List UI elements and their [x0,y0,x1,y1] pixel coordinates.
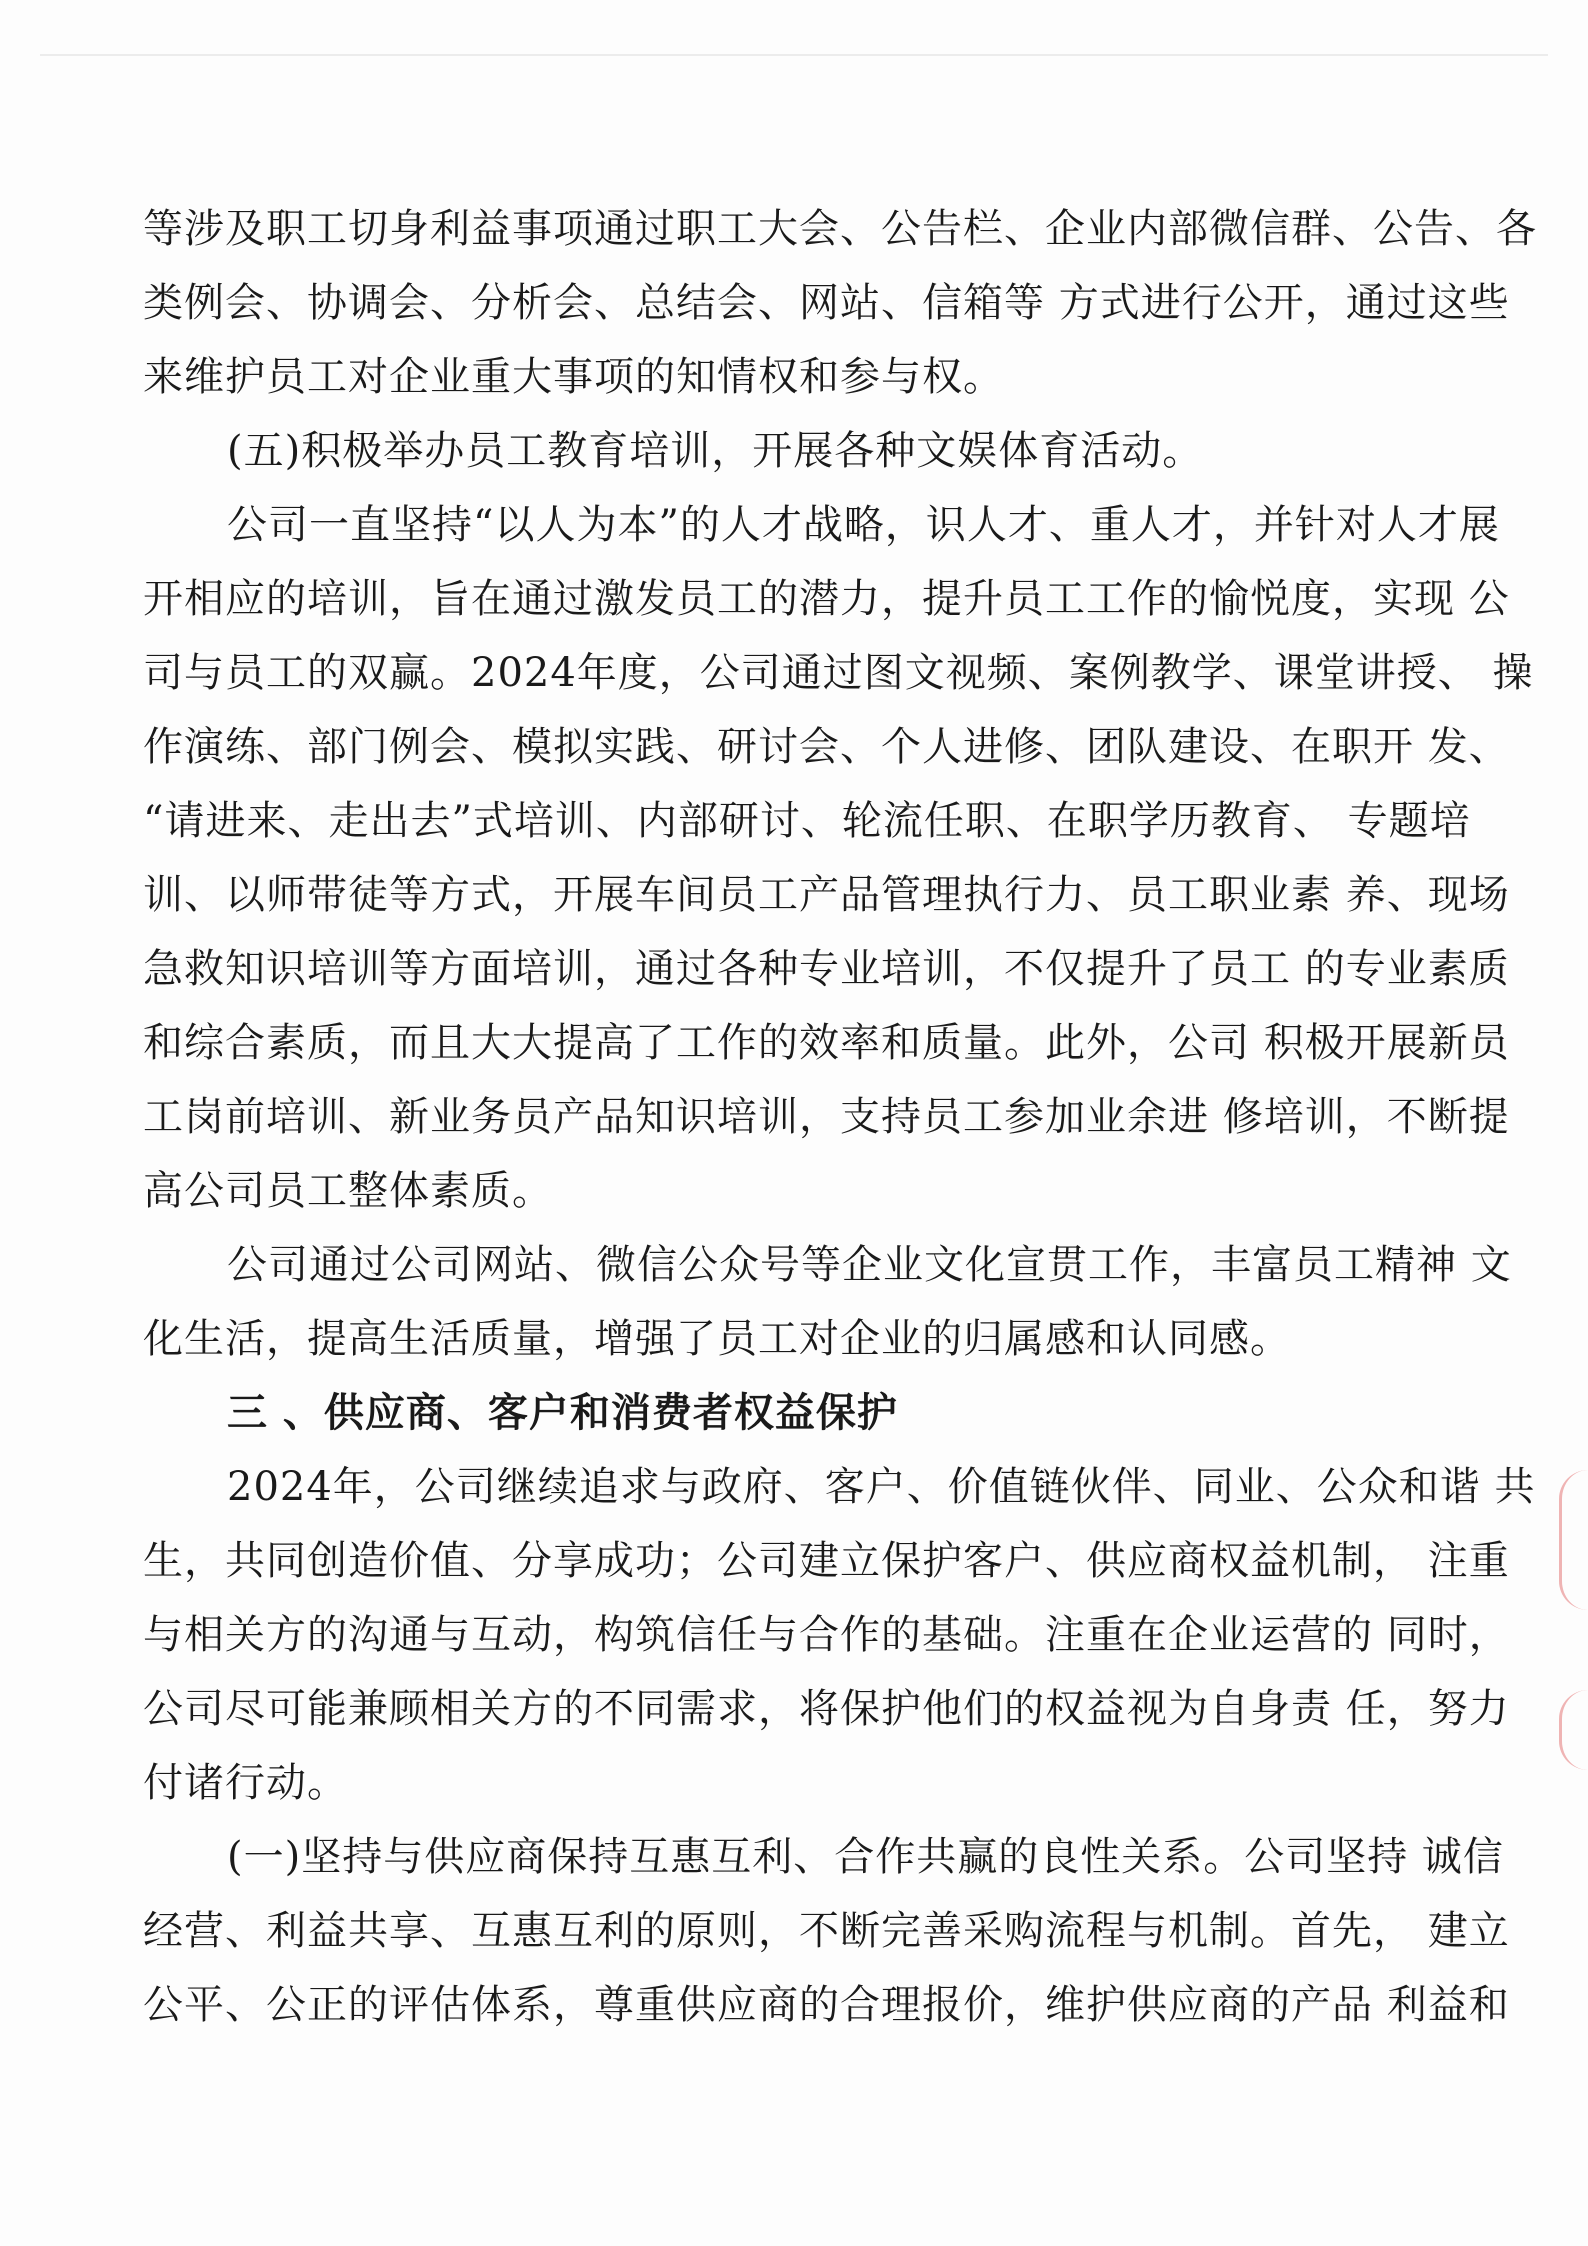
text-line: “请进来、走出去”式培训、内部研讨、轮流任职、在职学历教育、 专题培 [143,798,1471,844]
text-line: 2024年，公司继续追求与政府、客户、价值链伙伴、同业、公众和谐 共 [227,1464,1536,1510]
paragraph [143,192,1537,414]
paragraph [143,1820,1510,2042]
text-line: 工岗前培训、新业务员产品知识培训，支持员工参加业余进 修培训，不断提 [143,1094,1510,1140]
text-line: 公司尽可能兼顾相关方的不同需求，将保护他们的权益视为自身责 任，努力 [143,1686,1510,1732]
seal-stamp-edge [1559,1470,1588,1610]
text-line: 来维护员工对企业重大事项的知情权和参与权。 [143,354,1004,400]
text-line: 类例会、协调会、分析会、总结会、网站、信箱等 方式进行公开，通过这些 [143,280,1510,326]
text-line: 和综合素质，而且大大提高了工作的效率和质量。此外，公司 积极开展新员 [143,1020,1510,1066]
text-line: (五)积极举办员工教育培训，开展各种文娱体育活动。 [227,428,1204,474]
heading-text: 三 、供应商、客户和消费者权益保护 [227,1389,898,1436]
paragraph [143,488,1534,1228]
text-line: 付诸行动。 [143,1760,348,1806]
text-line: 高公司员工整体素质。 [143,1168,553,1214]
text-line: 作演练、部门例会、模拟实践、研讨会、个人进修、团队建设、在职开 发、 [143,724,1510,770]
text-line: 急救知识培训等方面培训，通过各种专业培训，不仅提升了员工 的专业素质 [143,946,1510,992]
text-line: 司与员工的双赢。2024年度，公司通过图文视频、案例教学、课堂讲授、 操 [143,650,1534,696]
paragraph [143,1228,1512,1376]
text-line: 经营、利益共享、互惠互利的原则，不断完善采购流程与机制。首先， 建立 [143,1908,1510,1954]
text-line: 等涉及职工切身利益事项通过职工大会、公告栏、企业内部微信群、公告、各 [143,206,1537,252]
text-line: 公司一直坚持“以人为本”的人才战略，识人才、重人才，并针对人才展 [227,502,1500,548]
text-line: 公平、公正的评估体系，尊重供应商的合理报价，维护供应商的产品 利益和 [143,1982,1510,2028]
text-line: (一)坚持与供应商保持互惠互利、合作共赢的良性关系。公司坚持 诚信 [227,1834,1504,1880]
seal-stamp-edge [1559,1690,1588,1770]
document-body [143,192,1537,2042]
text-line: 训、以师带徒等方式，开展车间员工产品管理执行力、员工职业素 养、现场 [143,872,1510,918]
text-line: 开相应的培训，旨在通过激发员工的潜力，提升员工工作的愉悦度，实现 公 [143,576,1510,622]
text-line: 化生活，提高生活质量，增强了员工对企业的归属感和认同感。 [143,1316,1291,1362]
paragraph [143,414,1463,488]
text-line: 与相关方的沟通与互动，构筑信任与合作的基础。注重在企业运营的 同时， [143,1612,1510,1658]
top-divider [40,54,1548,56]
text-line: 生，共同创造价值、分享成功；公司建立保护客户、供应商权益机制， 注重 [143,1538,1510,1584]
text-line: 公司通过公司网站、微信公众号等企业文化宣贯工作，丰富员工精神 文 [227,1242,1512,1288]
section-heading [143,1376,1463,1450]
paragraph [143,1450,1536,1820]
